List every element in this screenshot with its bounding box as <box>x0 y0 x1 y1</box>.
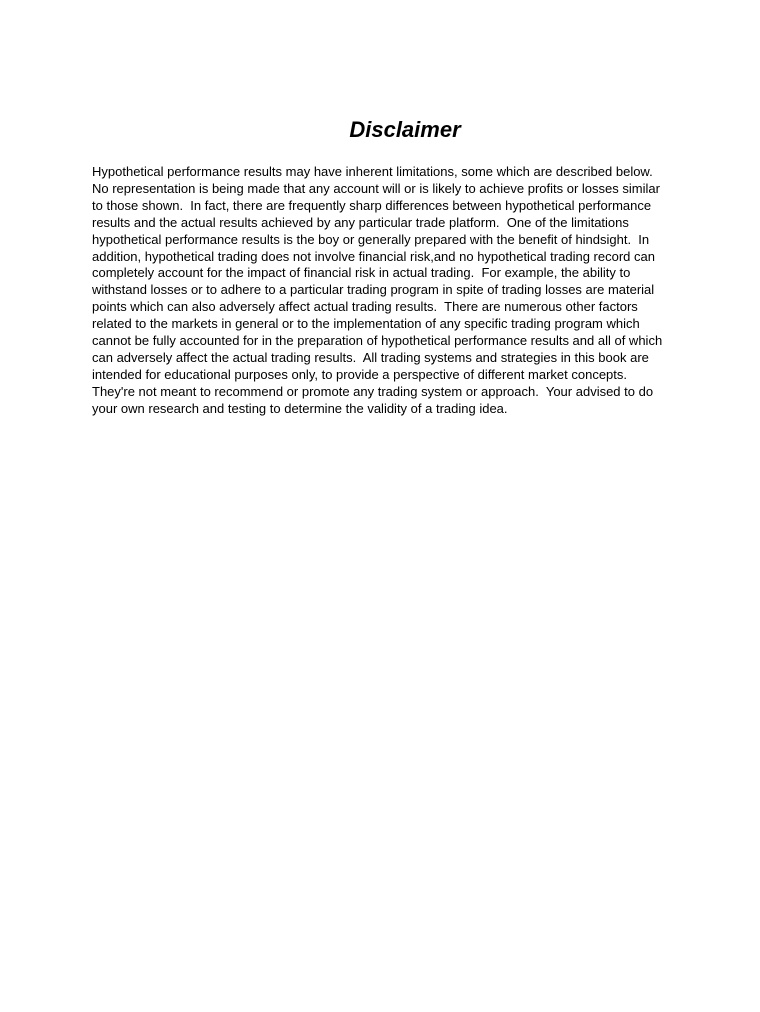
paragraph-line: related to the markets in general or to the implementation of any specific trading program which <box>92 316 640 332</box>
paragraph-line: to those shown. In fact, there are frequently sharp differences between hypothetical performance <box>92 197 652 213</box>
paragraph-line: intended for educational purposes only, to provide a perspective of different market concepts. <box>92 366 628 382</box>
paragraph-line: withstand losses or to adhere to a particular trading program in spite of trading losses are material <box>92 282 655 298</box>
paragraph-line: cannot be fully accounted for in the preparation of hypothetical performance results and all of which <box>92 333 663 349</box>
paragraph-line: addition, hypothetical trading does not involve financial risk,and no hypothetical trading record can <box>92 248 655 264</box>
paragraph-line: can adversely affect the actual trading results. All trading systems and strategies in this book are <box>92 349 649 365</box>
paragraph-line: points which can also adversely affect actual trading results. There are numerous other factors <box>92 299 638 315</box>
paragraph-line: Hypothetical performance results may have inherent limitations, some which are described below. <box>92 164 653 179</box>
paragraph-line: They're not meant to recommend or promote any trading system or approach. Your advised to do <box>92 383 654 399</box>
paragraph-line: your own research and testing to determine the validity of a trading idea. <box>92 400 508 416</box>
paragraph-line: results and the actual results achieved by any particular trade platform. One of the limitations <box>92 214 629 230</box>
paragraph-line: completely account for the impact of financial risk in actual trading. For example, the ability to <box>92 265 631 281</box>
paragraph-line: hypothetical performance results is the boy or generally prepared with the benefit of hindsight. In <box>92 231 650 247</box>
disclaimer-paragraph <box>92 164 732 418</box>
page-title: Disclaimer <box>349 117 461 142</box>
paragraph-line: No representation is being made that any account will or is likely to achieve profits or losses similar <box>92 180 660 196</box>
